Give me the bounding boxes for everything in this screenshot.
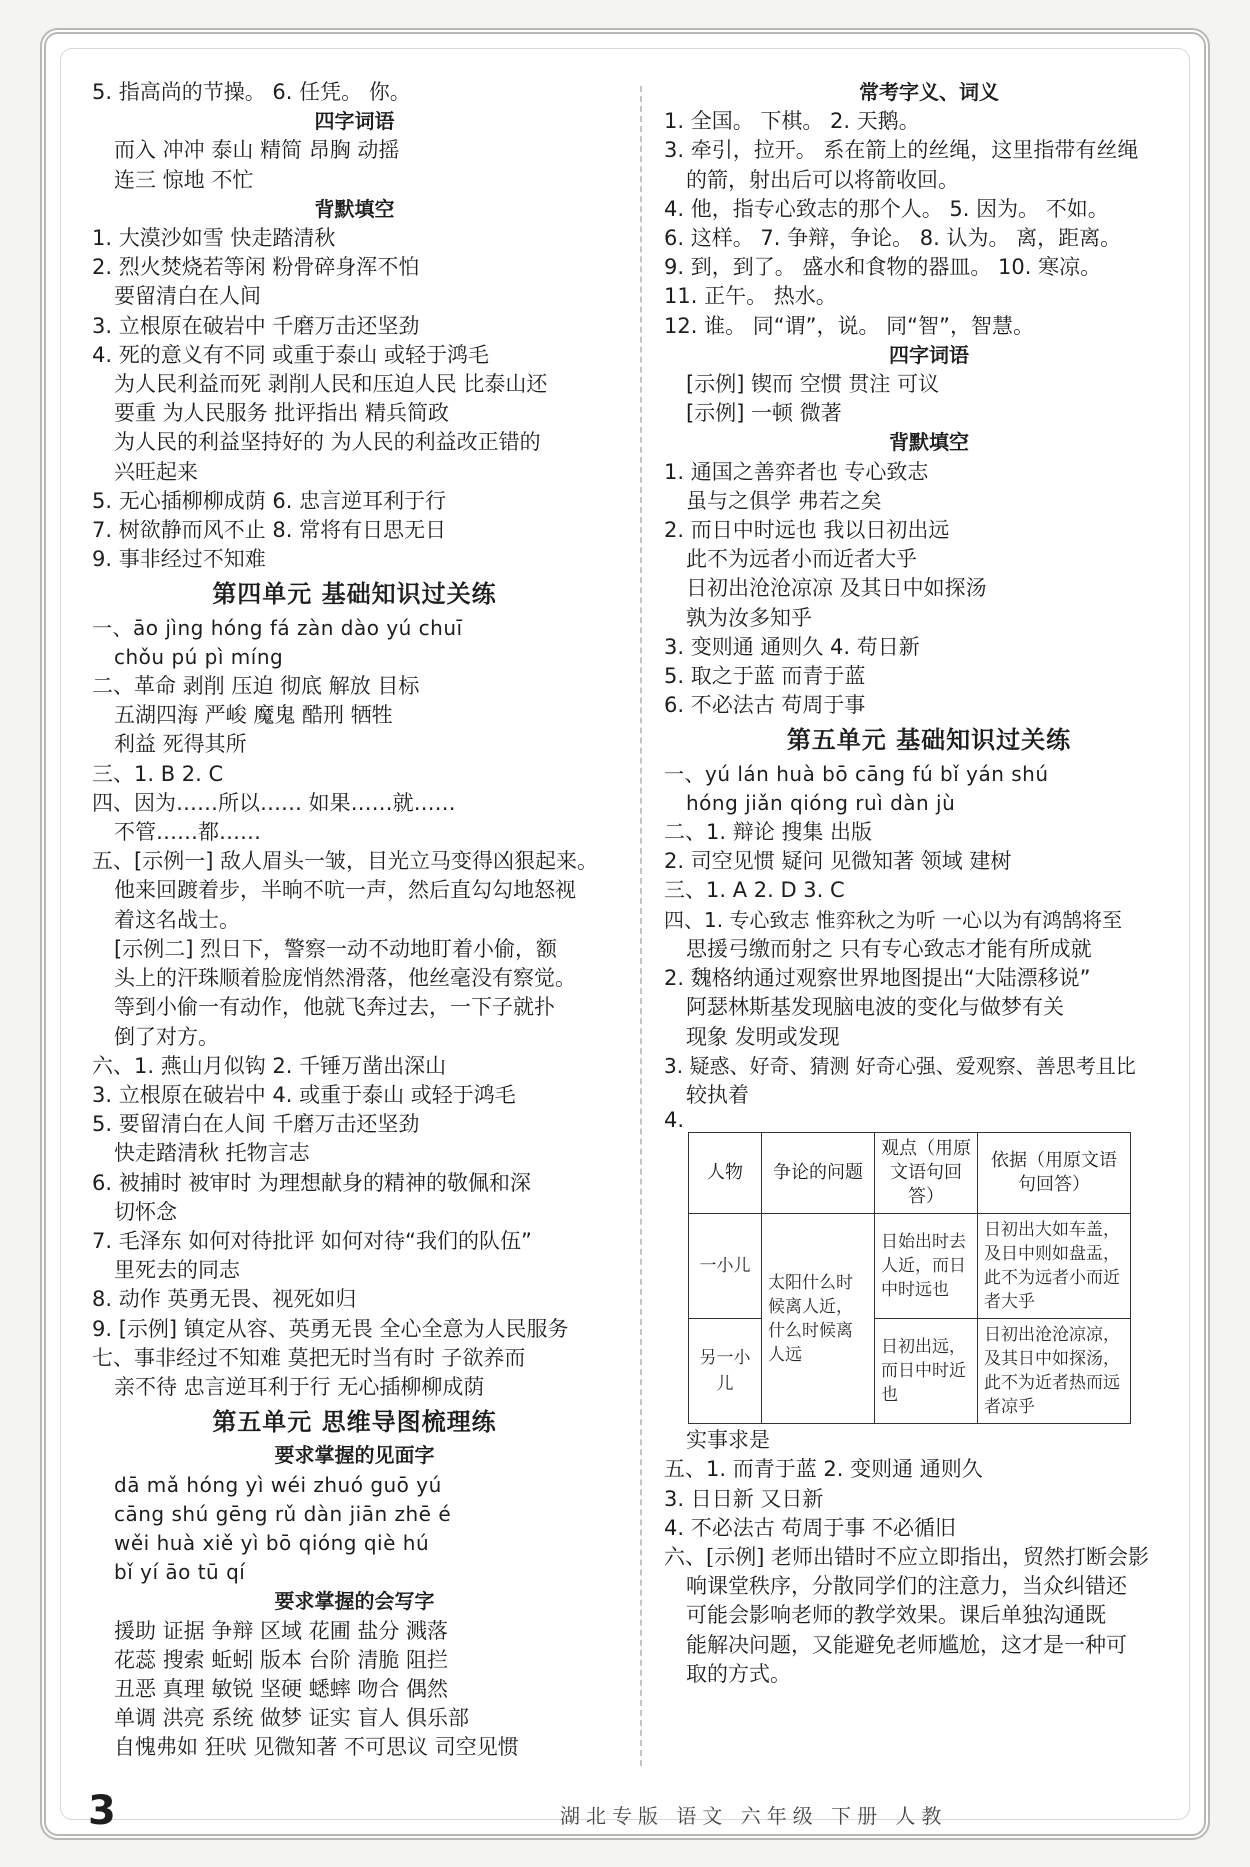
answer-line: 5. 指高尚的节操。 6. 任凭。 你。 [92,80,411,104]
pinyin-line: dā mǎ hóng yì wéi zhuó guō yú [114,1472,442,1497]
answer-line: 3. 变则通 通则久 4. 苟日新 [664,634,920,659]
answer-line: 七、事非经过不知难 莫把无时当有时 子欲养而 [92,1345,526,1370]
answer-line: 要留清白在人间 [114,284,261,309]
answer-line: 连三 惊地 不忙 [114,167,254,192]
table-cell: 太阳什么时候离人近，什么时候离人远 [762,1214,875,1424]
answer-line: 要重 为人民服务 批评指出 精兵简政 [114,401,450,426]
answer-line: 6. 被捕时 被审时 为理想献身的精神的敬佩和深 [92,1170,532,1195]
answer-line: 6. 不必法古 苟周于事 [664,693,866,718]
answer-line: 3. 立根原在破岩中 4. 或重于泰山 或轻于鸿毛 [92,1082,516,1107]
section-heading: 要求掌握的会写字 [274,1589,435,1614]
answer-line: 9. 到，到了。 盛水和食物的器皿。 10. 寒凉。 [664,255,1102,280]
answer-line: 9. 事非经过不知难 [92,547,266,572]
answer-line: 5. 取之于蓝 而青于蓝 [664,664,866,689]
pinyin-line: hóng jiǎn qióng ruì dàn jù [686,790,956,815]
answer-line: 9. [示例] 镇定从容、英勇无畏 全心全意为人民服务 [92,1316,569,1341]
section-heading: 常考字义、词义 [859,80,999,104]
unit-heading: 第五单元 基础知识过关练 [786,726,1072,755]
answer-line: 单调 洪亮 系统 做梦 证实 盲人 俱乐部 [114,1706,470,1731]
answer-line: 响课堂秩序，分散同学们的注意力，当众纠错还 [686,1574,1127,1599]
table-cell: 日初出远，而日中时近也 [875,1319,978,1424]
answer-line: 能解决问题，又能避免老师尴尬，这才是一种可 [686,1632,1127,1657]
answer-line: [示例] 锲而 空惯 贯注 可议 [686,372,940,397]
answer-line: 虽与之俱学 弗若之矣 [686,488,882,513]
answer-line: 5. 无心插柳柳成荫 6. 忠言逆耳利于行 [92,488,447,513]
answer-line: 4. [664,1108,685,1133]
answer-line: 3. 牵引，拉开。 系在箭上的丝绳，这里指带有丝绳 [664,138,1139,163]
table-cell: 另一小儿 [689,1319,762,1424]
pinyin-line: wěi huà xiě yì bō qióng qiè hú [114,1530,430,1555]
answer-line: 五、[示例一] 敌人眉头一皱，目光立马变得凶狠起来。 [92,849,599,874]
answer-line: 兴旺起来 [114,459,198,484]
answer-line: 1. 大漠沙如雪 快走踏清秋 [92,226,336,251]
answer-line: 丑恶 真理 敏锐 坚硬 蟋蟀 吻合 偶然 [114,1676,449,1701]
answer-line: 援助 证据 争辩 区域 花圃 盐分 溅落 [114,1618,449,1643]
answer-line: 五、1. 而青于蓝 2. 变则通 通则久 [664,1457,983,1482]
answer-line: 1. 全国。 下棋。 2. 天鹅。 [664,109,920,134]
answer-line: 花蕊 搜索 蚯蚓 版本 台阶 清脆 阻拦 [114,1647,449,1672]
answer-line: 2. 烈火焚烧若等闲 粉骨碎身浑不怕 [92,255,420,280]
answer-line: 亲不待 忠言逆耳利于行 无心插柳柳成荫 [114,1374,485,1399]
answer-line: 四、因为……所以…… 如果……就…… [92,790,456,815]
answer-line: 里死去的同志 [114,1258,240,1283]
answer-line: 二、1. 辩论 搜集 出版 [664,820,873,845]
answer-line: 取的方式。 [686,1661,791,1686]
answer-line: 3. 日日新 又日新 [664,1486,824,1511]
answer-line: 等到小偷一有动作，他就飞奔过去，一下子就扑 [114,995,555,1020]
answer-line: 他来回踱着步，半晌不吭一声，然后直勾勾地怒视 [114,878,576,903]
right-column [664,78,1194,1689]
book-footer: 湖北专版 语文 六年级 下册 人教 [560,1804,948,1828]
answer-line: 2. 魏格纳通过观察世界地图提出“大陆漂移说” [664,966,1091,991]
left-column [92,78,617,1763]
answer-line: 而入 冲冲 泰山 精简 昂胸 动摇 [114,138,400,163]
answer-line: [示例] 一顿 微著 [686,401,842,426]
answer-line: 头上的汗珠顺着脸庞悄然滑落，他丝毫没有察觉。 [114,966,576,991]
answer-line: 孰为汝多知乎 [686,605,812,630]
answer-line: 4. 不必法古 苟周于事 不必循旧 [664,1515,957,1540]
answer-line: 12. 谁。 同“谓”，说。 同“智”，智慧。 [664,313,1034,338]
answer-line: 日初出沧沧凉凉 及其日中如探汤 [686,576,987,601]
page-number: 3 [88,1788,116,1834]
answer-line: 可能会影响老师的教学效果。课后单独沟通既 [686,1603,1106,1628]
answer-line: 实事求是 [686,1428,770,1453]
answer-line: 着这名战士。 [114,907,240,932]
answer-line: 为人民的利益坚持好的 为人民的利益改正错的 [114,430,541,455]
table-header: 争论的问题 [762,1133,875,1214]
table-header: 观点（用原文语句回答） [875,1133,978,1214]
answer-line: 五湖四海 严峻 魔鬼 酷刑 牺牲 [114,703,393,728]
answer-line: 三、1. B 2. C [92,761,224,786]
answer-line: 5. 要留清白在人间 千磨万击还坚劲 [92,1112,420,1137]
answer-line: 2. 而日中时远也 我以日初出远 [664,518,950,543]
table-header: 依据（用原文语句回答） [978,1133,1131,1214]
answer-line: 7. 毛泽东 如何对待批评 如何对待“我们的队伍” [92,1228,532,1253]
answer-line: 六、[示例] 老师出错时不应立即指出，贸然打断会影 [664,1544,1150,1569]
answer-line: 此不为远者小而近者大乎 [686,547,917,572]
answer-line: 1. 通国之善弈者也 专心致志 [664,459,929,484]
section-heading: 四字词语 [889,342,969,367]
answer-line: [示例二] 烈日下，警察一动不动地盯着小偷，额 [114,936,558,961]
answer-line: 11. 正午。 热水。 [664,284,837,309]
answer-line: 较执着 [686,1082,749,1107]
answer-line: 快走踏清秋 托物言志 [114,1141,310,1166]
answer-line: 四、1. 专心致志 惟弈秋之为听 一心以为有鸿鹄将至 [664,907,1123,932]
answer-line: 自愧弗如 狂吠 见微知著 不可思议 司空见惯 [114,1735,519,1760]
pinyin-line: 一、yú lán huà bō cāng fú bǐ yán shú [664,761,1049,786]
table-cell: 日始出时去人近，而日中时远也 [875,1214,978,1319]
answer-line: 7. 树欲静而风不止 8. 常将有日思无日 [92,518,447,543]
answer-line: 不管……都…… [114,820,261,845]
section-heading: 四字词语 [314,109,395,134]
debate-table [688,1132,1131,1424]
answer-line: 现象 发明或发现 [686,1024,840,1049]
column-divider [640,86,642,1766]
answer-line: 3. 疑惑、好奇、猜测 好奇心强、爱观察、善思考且比 [664,1053,1136,1078]
section-heading: 要求掌握的见面字 [274,1443,435,1468]
answer-line: 2. 司空见惯 疑问 见微知著 领域 建树 [664,849,1012,874]
answer-line: 二、革命 剥削 压迫 彻底 解放 目标 [92,674,420,699]
answer-line: 6. 这样。 7. 争辩，争论。 8. 认为。 离，距离。 [664,226,1122,251]
unit-heading: 第五单元 思维导图梳理练 [212,1408,497,1437]
answer-line: 思援弓缴而射之 只有专心致志才能有所成就 [686,936,1092,961]
section-heading: 背默填空 [889,430,969,455]
table-cell: 一小儿 [689,1214,762,1319]
answer-line: 利益 死得其所 [114,732,247,757]
section-heading: 背默填空 [314,196,395,221]
pinyin-line: 一、āo jìng hóng fá zàn dào yú chuī [92,615,463,640]
unit-heading: 第四单元 基础知识过关练 [212,580,497,609]
answer-line: 为人民利益而死 剥削人民和压迫人民 比泰山还 [114,372,548,397]
answer-line: 倒了对方。 [114,1024,219,1049]
answer-line: 4. 他，指专心致志的那个人。 5. 因为。 不如。 [664,196,1109,221]
answer-line: 阿瑟林斯基发现脑电波的变化与做梦有关 [686,995,1064,1020]
table-cell: 日初出大如车盖，及日中则如盘盂，此不为远者小而近者大乎 [978,1214,1131,1319]
answer-line: 切怀念 [114,1199,177,1224]
table-header: 人物 [689,1133,762,1214]
answer-line: 的箭，射出后可以将箭收回。 [686,167,959,192]
answer-line: 三、1. A 2. D 3. C [664,878,845,903]
pinyin-line: chǒu pú pì míng [114,644,284,669]
answer-line: 六、1. 燕山月似钩 2. 千锤万凿出深山 [92,1053,447,1078]
answer-line: 4. 死的意义有不同 或重于泰山 或轻于鸿毛 [92,342,490,367]
pinyin-line: cāng shú gēng rǔ dàn jiān zhē é [114,1501,452,1526]
pinyin-line: bǐ yí āo tū qí [114,1560,246,1585]
answer-line: 8. 动作 英勇无畏、视死如归 [92,1287,357,1312]
table-cell: 日初出沧沧凉凉，及其日中如探汤，此不为近者热而远者凉乎 [978,1319,1131,1424]
answer-line: 3. 立根原在破岩中 千磨万击还坚劲 [92,313,420,338]
